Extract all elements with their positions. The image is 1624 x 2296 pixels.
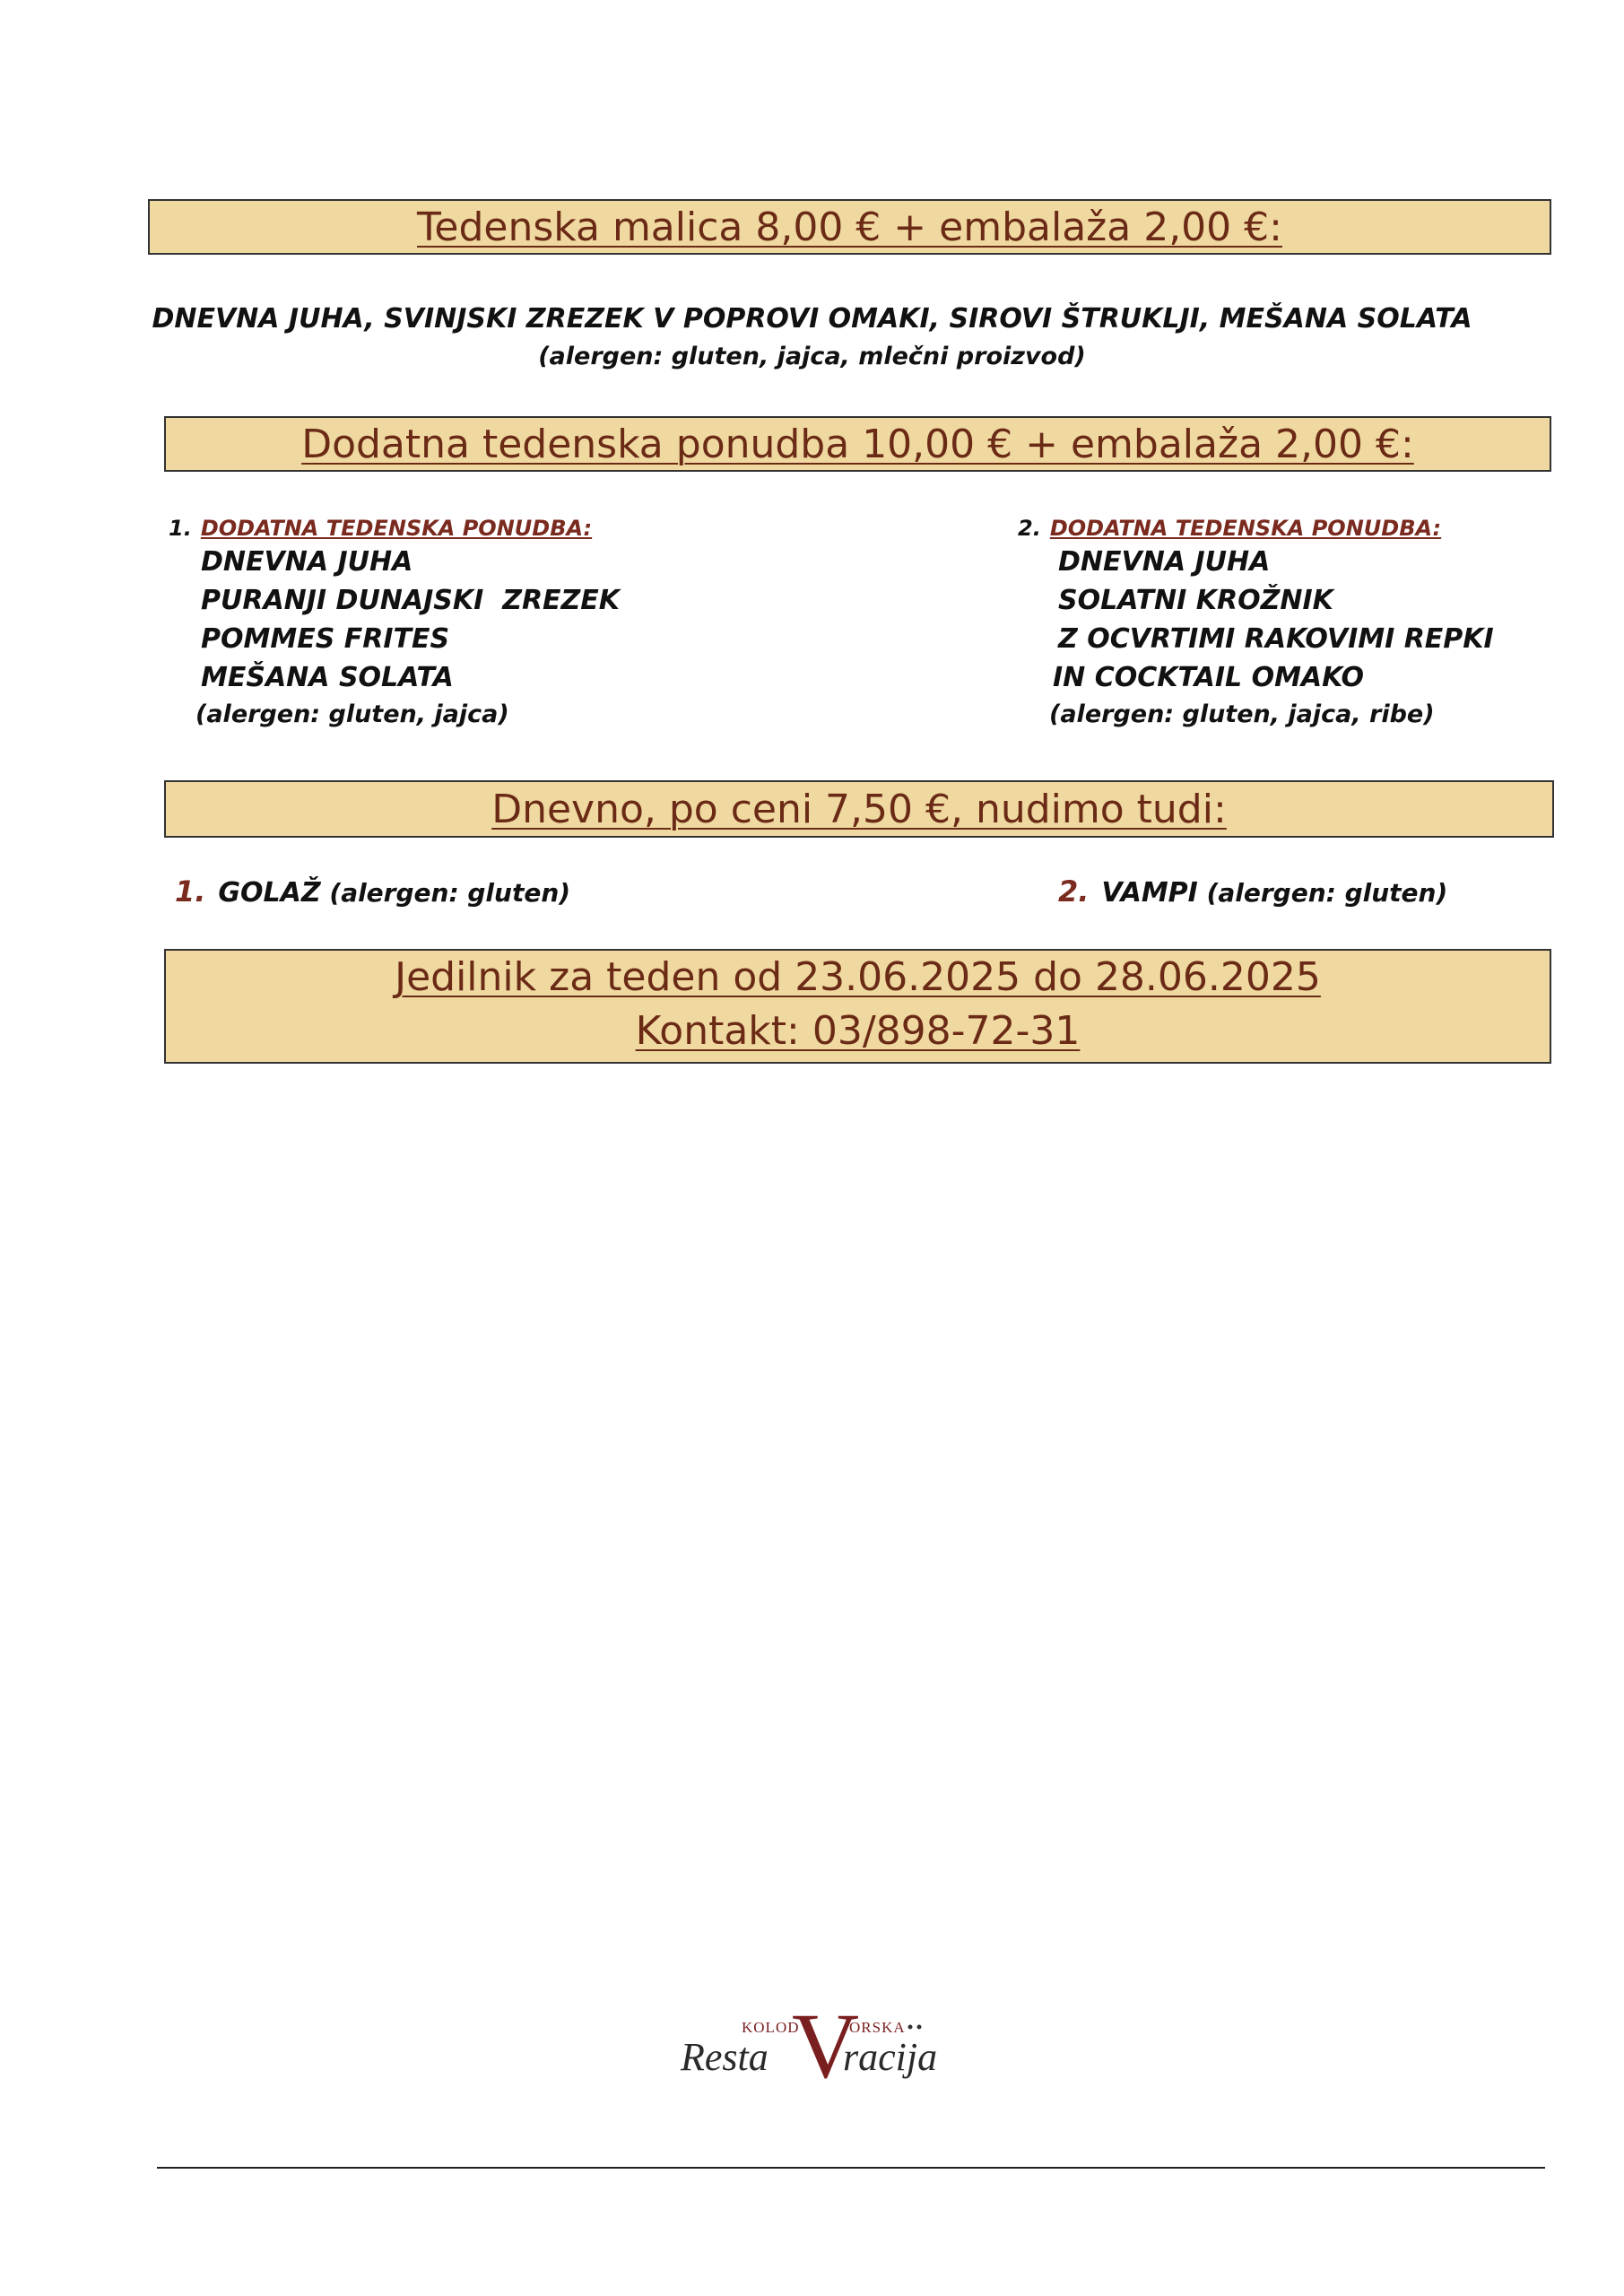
list-item: DNEVNA JUHA bbox=[1058, 546, 1271, 578]
list-item: Z OCVRTIMI RAKOVIMI REPKI bbox=[1058, 623, 1494, 655]
logo-left-word: Resta bbox=[681, 2035, 769, 2079]
logo-dot bbox=[917, 2025, 922, 2030]
daily-offer-banner-text: Dnevno, po ceni 7,50 €, nudimo tudi: bbox=[491, 787, 1227, 832]
daily-offer-2-name: VAMPI bbox=[1101, 877, 1198, 909]
list-item: IN COCKTAIL OMAKO bbox=[1053, 662, 1364, 693]
daily-offer-2-number: 2. bbox=[1058, 874, 1090, 909]
additional-offer-2-title: DODATNA TEDENSKA PONUDBA: bbox=[1049, 516, 1442, 541]
weekly-lunch-banner-text: Tedenska malica 8,00 € + embalaža 2,00 €: bbox=[417, 204, 1282, 250]
weekly-lunch-banner bbox=[148, 199, 1551, 255]
additional-offer-banner-text: Dodatna tedenska ponudba 10,00 € + embalaža 2,00 €: bbox=[301, 422, 1414, 467]
daily-offer-2-allergen: (alergen: gluten) bbox=[1206, 878, 1448, 908]
additional-offer-1 bbox=[169, 516, 620, 733]
additional-offer-2 bbox=[1018, 516, 1494, 733]
list-item: PURANJI DUNAJSKI ZREZEK bbox=[201, 585, 621, 616]
list-item: POMMES FRITES bbox=[201, 623, 450, 655]
daily-offer-1-allergen: (alergen: gluten) bbox=[329, 878, 571, 908]
additional-offer-1-title: DODATNA TEDENSKA PONUDBA: bbox=[200, 516, 593, 541]
daily-offer-banner bbox=[164, 780, 1554, 838]
additional-offer-2-number: 2. bbox=[1018, 516, 1041, 541]
logo-big-letter: V bbox=[792, 1995, 860, 2088]
additional-offer-2-allergen: (alergen: gluten, jajca, ribe) bbox=[1049, 700, 1435, 728]
logo-dot bbox=[908, 2025, 913, 2030]
daily-offer-1-name: GOLAŽ bbox=[218, 877, 321, 909]
contact-phone: Kontakt: 03/898-72-31 bbox=[635, 1008, 1081, 1054]
logo-top-right: ORSKA bbox=[849, 2019, 906, 2036]
weekly-dish-allergen: (alergen: gluten, jajca, mlečni proizvod) bbox=[538, 343, 1086, 370]
weekly-dish: DNEVNA JUHA, SVINJSKI ZREZEK V POPROVI OMAKI, SIROVI ŠTRUKLJI, MEŠANA SOLATA bbox=[152, 303, 1472, 335]
restavracija-logo bbox=[677, 1989, 982, 2088]
footer-divider bbox=[157, 2167, 1545, 2169]
menu-week-banner bbox=[164, 949, 1551, 1064]
additional-offer-1-allergen: (alergen: gluten, jajca) bbox=[195, 700, 509, 728]
menu-week-dates: Jedilnik za teden od 23.06.2025 do 28.06.2025 bbox=[395, 954, 1321, 1000]
list-item: MEŠANA SOLATA bbox=[201, 662, 454, 693]
additional-offer-banner bbox=[164, 416, 1551, 472]
daily-offer-1-number: 1. bbox=[175, 874, 206, 909]
additional-offer-1-heading bbox=[169, 516, 620, 541]
additional-offer-2-heading bbox=[1018, 516, 1494, 541]
daily-offer-1 bbox=[175, 874, 570, 909]
list-item: DNEVNA JUHA bbox=[201, 546, 413, 578]
list-item: SOLATNI KROŽNIK bbox=[1058, 585, 1333, 616]
daily-offer-2 bbox=[1058, 874, 1447, 909]
additional-offer-1-number: 1. bbox=[169, 516, 192, 541]
logo-top-left: KOLOD bbox=[742, 2019, 800, 2036]
logo-right-word: racija bbox=[843, 2035, 938, 2079]
